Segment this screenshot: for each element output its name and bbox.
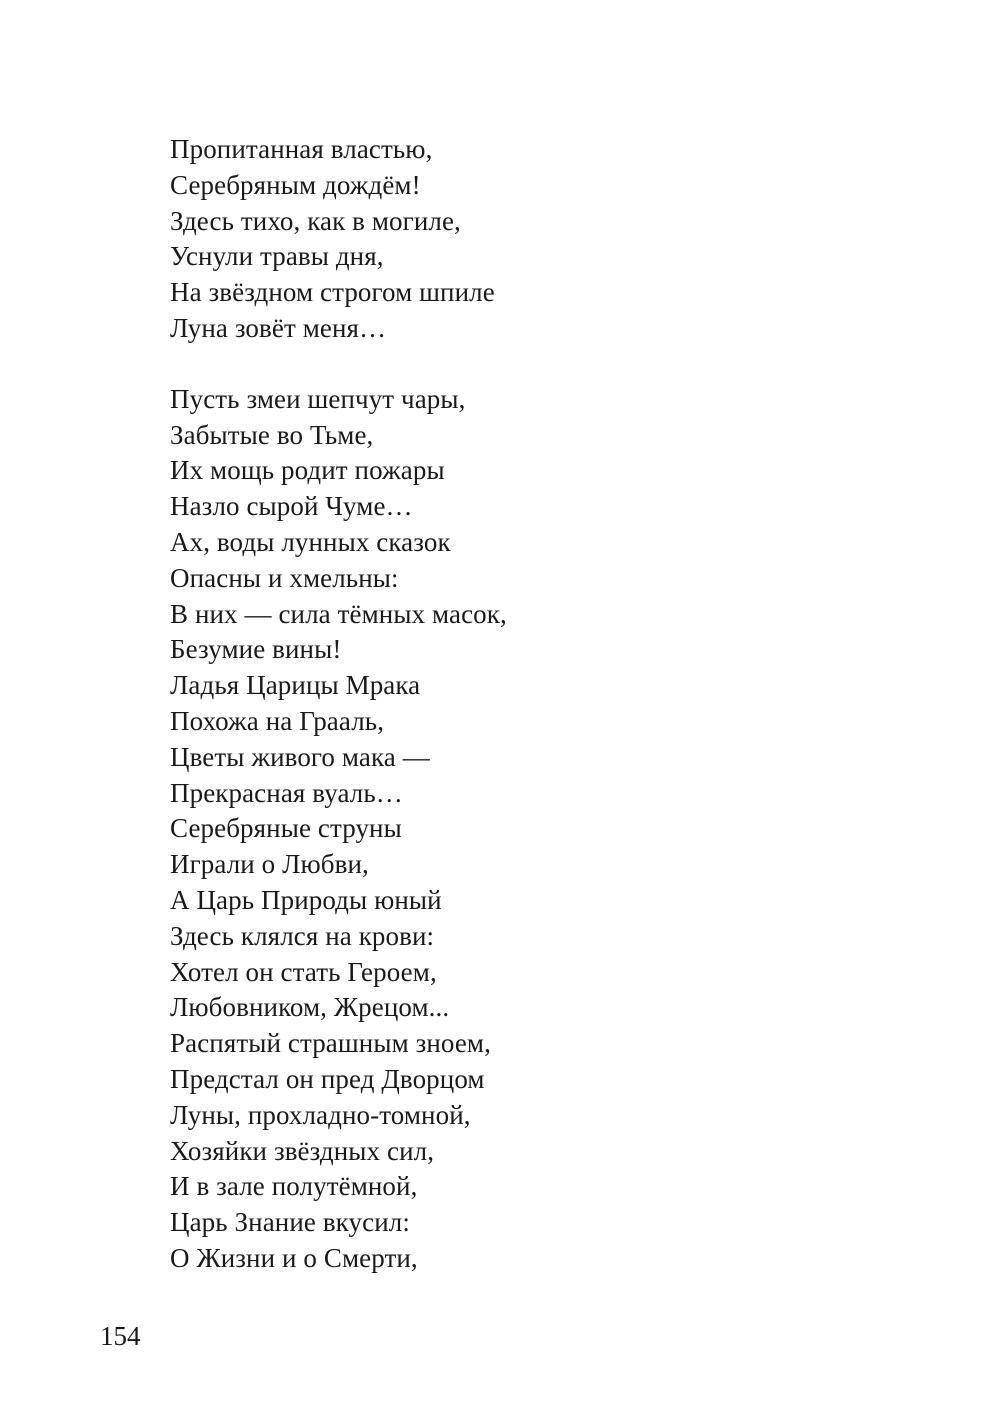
- poem-line: И в зале полутёмной,: [170, 1171, 418, 1202]
- poem-line: Серебряным дождём!: [170, 169, 421, 200]
- poem-line: Царь Знание вкусил:: [170, 1207, 410, 1238]
- poem-line: Уснули травы дня,: [170, 241, 384, 272]
- poem-line: Ах, воды лунных сказок: [170, 526, 451, 557]
- poem-line: Здесь клялся на крови:: [170, 920, 435, 951]
- poem-line: Похожа на Грааль,: [170, 705, 385, 736]
- poem-line: Луна зовёт меня…: [170, 312, 387, 343]
- stanza-1: [170, 132, 507, 347]
- poem-line: Серебряные струны: [170, 813, 402, 844]
- poem-line: В них — сила тёмных масок,: [170, 598, 507, 629]
- poem-line: Хозяйки звёздных сил,: [170, 1135, 435, 1166]
- poem-line: Любовником, Жрецом...: [170, 992, 450, 1023]
- poem-line: Пропитанная властью,: [170, 134, 433, 164]
- poem-text: [170, 132, 507, 1277]
- poem-line: Распятый страшным зноем,: [170, 1028, 491, 1059]
- poem-line: Безумие вины!: [170, 634, 342, 665]
- poem-line: О Жизни и о Смерти,: [170, 1242, 418, 1273]
- poem-line: А Царь Природы юный: [170, 884, 442, 915]
- poem-line: Предстал он пред Дворцом: [170, 1063, 485, 1094]
- poem-line: Пусть змеи шепчут чары,: [170, 383, 466, 414]
- poem-line: Цветы живого мака —: [170, 741, 430, 772]
- poem-line: Луны, прохладно-томной,: [170, 1099, 471, 1130]
- poem-line: Здесь тихо, как в могиле,: [170, 205, 461, 236]
- poem-line: Назло сырой Чуме…: [170, 491, 413, 522]
- poem-line: Их мощь родит пожары: [170, 455, 445, 486]
- poem-line: На звёздном строгом шпиле: [170, 277, 495, 308]
- poem-line: Опасны и хмельны:: [170, 562, 399, 593]
- poem-line: Прекрасная вуаль…: [170, 777, 403, 808]
- stanza-2: [170, 382, 507, 1277]
- poem-line: Играли о Любви,: [170, 849, 369, 880]
- poem-line: Хотел он стать Героем,: [170, 956, 437, 987]
- poem-line: Забытые во Тьме,: [170, 419, 374, 450]
- page-number: 154: [100, 1321, 141, 1351]
- poem-line: Ладья Царицы Мрака: [170, 670, 421, 701]
